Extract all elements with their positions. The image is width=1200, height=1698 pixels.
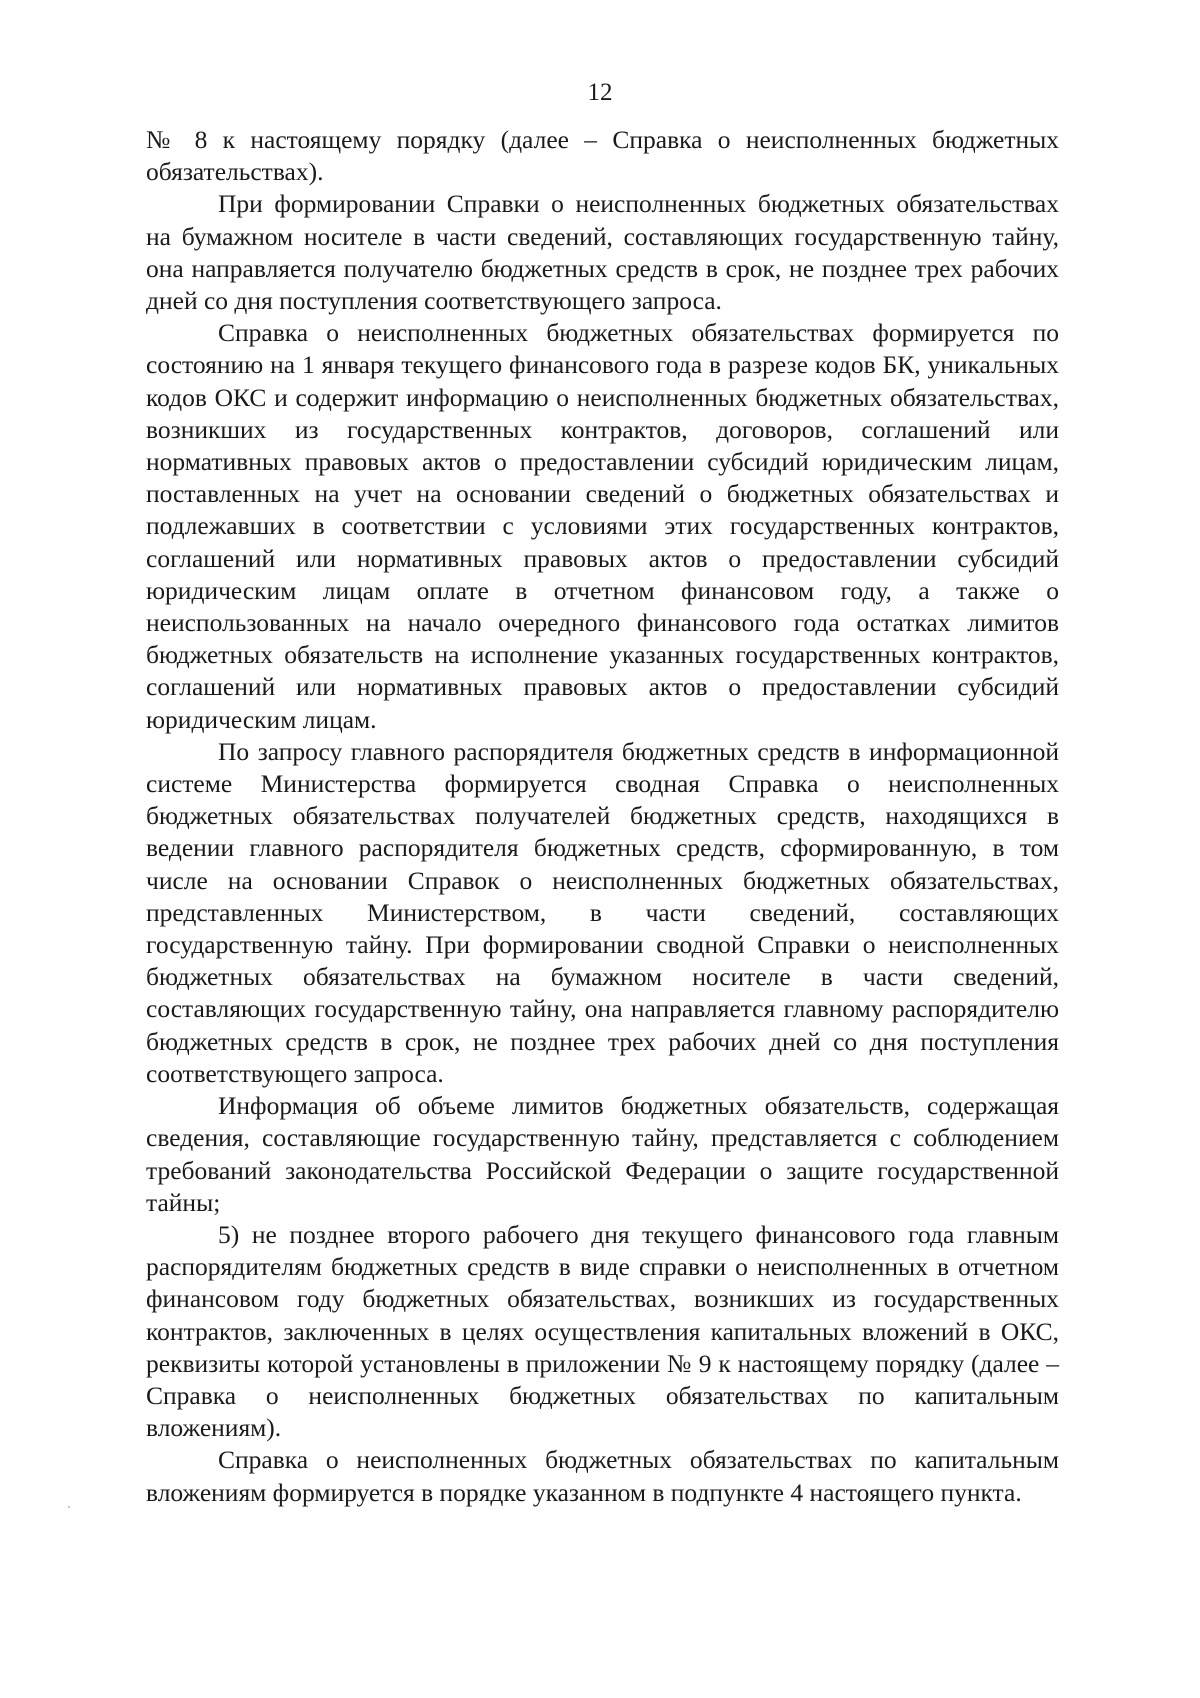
paragraph-continuation: № 8 к настоящему порядку (далее – Справка о неисполненных бюджетных обязательствах). (146, 125, 1059, 187)
paragraph: Справка о неисполненных бюджетных обязательствах формируется по состоянию на 1 января текущего финансового года в разрезе кодов БК, уникальных кодов ОКС и содержит информацию о неисполненных бюджетных обязательствах, возникших из государственных контрактов, договоров, соглашений или нормативных правовых актов о предоставлении субсидий юридическим лицам, поставленных на учет на основании сведений о бюджетных обязательствах и подлежавших в соответствии с условиями этих государственных контрактов, соглашений или нормативных правовых актов о предоставлении субсидий юридическим лицам оплате в отчетном финансовом году, а также о неиспользованных на начало очередного финансового года остатках лимитов бюджетных обязательств на исполнение указанных государственных контрактов, соглашений или нормативных правовых актов о предоставлении субсидий юридическим лицам. (146, 318, 1059, 734)
paragraph: При формировании Справки о неисполненных бюджетных обязательствах на бумажном носителе в части сведений, составляющих государственную тайну, она направляется получателю бюджетных средств в срок, не позднее трех рабочих дней со дня поступления соответствующего запроса. (146, 189, 1059, 316)
paragraph: Информация об объеме лимитов бюджетных обязательств, содержащая сведения, составляющие государственную тайну, представляется с соблюдением требований законодательства Российской Федерации о защите государственной тайны; (146, 1091, 1059, 1217)
document-body (146, 124, 1059, 1509)
paragraph: По запросу главного распорядителя бюджетных средств в информационной системе Министерства формируется сводная Справка о неисполненных бюджетных обязательствах получателей бюджетных средств, находящихся в ведении главного распорядителя бюджетных средств, сформированную, в том числе на основании Справок о неисполненных бюджетных обязательствах, представленных Министерством, в части сведений, составляющих государственную тайну. При формировании сводной Справки о неисполненных бюджетных обязательствах на бумажном носителе в части сведений, составляющих государственную тайну, она направляется главному распорядителю бюджетных средств в срок, не позднее трех рабочих дней со дня поступления соответствующего запроса. (146, 736, 1059, 1088)
paragraph: Справка о неисполненных бюджетных обязательствах по капитальным вложениям формируется в порядке указанном в подпункте 4 настоящего пункта. (146, 1445, 1059, 1507)
scan-artifact (68, 1506, 70, 1508)
page-number: 12 (587, 79, 613, 106)
paragraph-item-5: 5) не позднее второго рабочего дня текущего финансового года главным распорядителям бюджетных средств в виде справки о неисполненных в отчетном финансовом году бюджетных обязательствах, возникших из государственных контрактов, заключенных в целях осуществления капитальных вложений в ОКС, реквизиты которой установлены в приложении № 9 к настоящему порядку (далее – Справка о неисполненных бюджетных обязательствах по капитальным вложениям). (146, 1219, 1059, 1443)
